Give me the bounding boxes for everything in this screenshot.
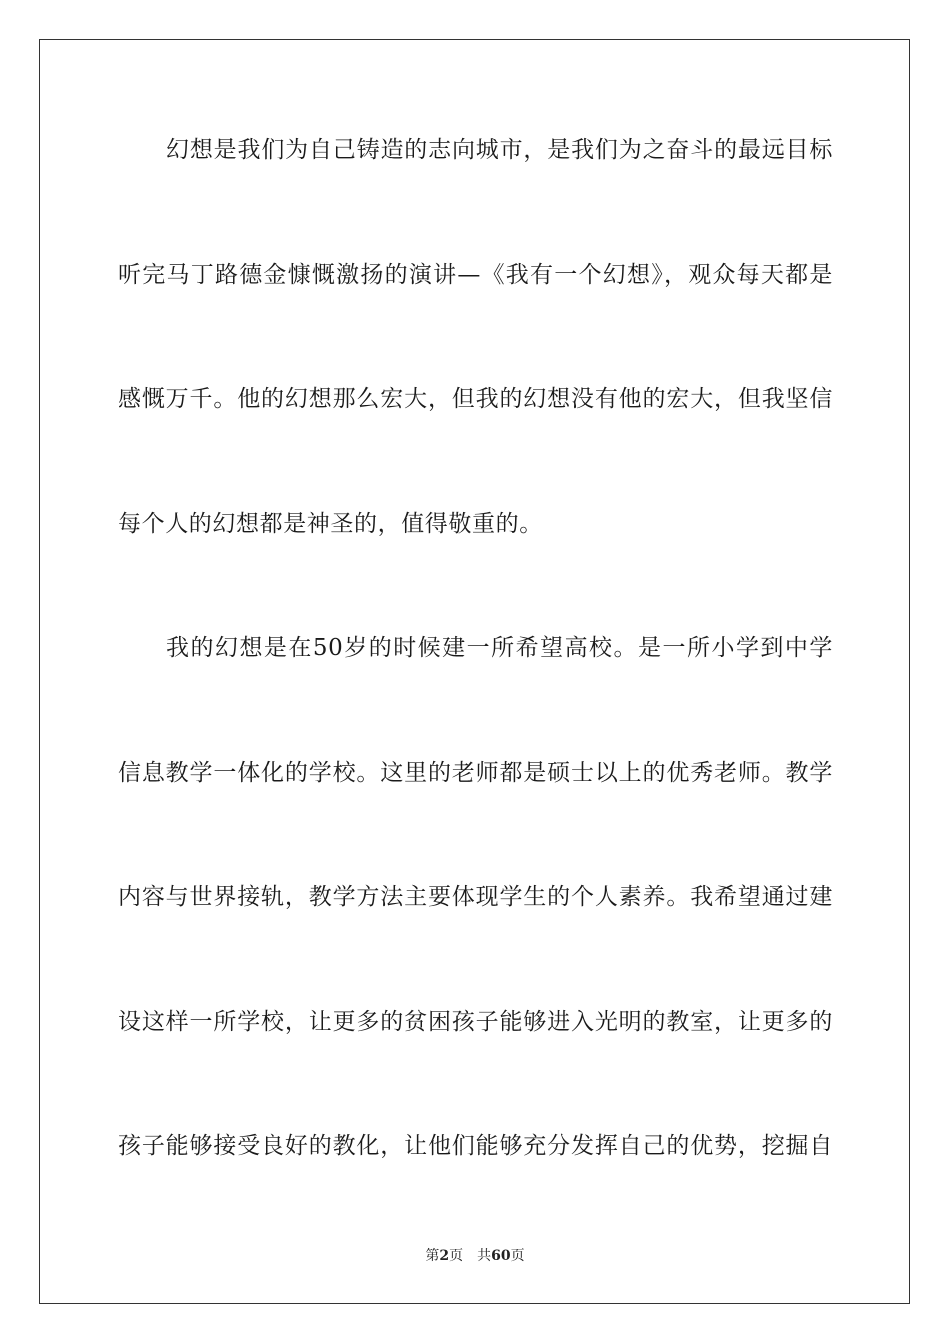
total-suffix: 页 (510, 1248, 525, 1264)
page-footer (0, 1247, 950, 1265)
paragraph-2-line-1: 我的幻想是在50岁的时候建一所希望高校。是一所小学到中学 (166, 635, 833, 661)
page-border (39, 39, 910, 1304)
total-pages: 60 (491, 1248, 511, 1264)
total-prefix: 共 (477, 1248, 492, 1264)
page-number: 2 (439, 1248, 450, 1264)
paragraph-1-line-1: 幻想是我们为自己铸造的志向城市，是我们为之奋斗的最远目标 (166, 137, 833, 163)
paragraph-1-line-4: 每个人的幻想都是神圣的，值得敬重的。 (118, 511, 543, 537)
paragraph-2-line-4: 设这样一所学校，让更多的贫困孩子能够进入光明的教室，让更多的 (118, 1009, 833, 1035)
paragraph-1-line-3: 感慨万千。他的幻想那么宏大，但我的幻想没有他的宏大，但我坚信 (118, 386, 833, 412)
page-prefix: 第 (425, 1248, 440, 1264)
paragraph-2-line-3: 内容与世界接轨，教学方法主要体现学生的个人素养。我希望通过建 (118, 884, 833, 910)
paragraph-2-line-2: 信息教学一体化的学校。这里的老师都是硕士以上的优秀老师。教学 (118, 760, 833, 786)
paragraph-2-line-5: 孩子能够接受良好的教化，让他们能够充分发挥自己的优势，挖掘自 (118, 1133, 833, 1159)
page-suffix: 页 (449, 1248, 464, 1264)
paragraph-1-line-2: 听完马丁路德金慷慨激扬的演讲—《我有一个幻想》，观众每天都是 (118, 262, 833, 288)
